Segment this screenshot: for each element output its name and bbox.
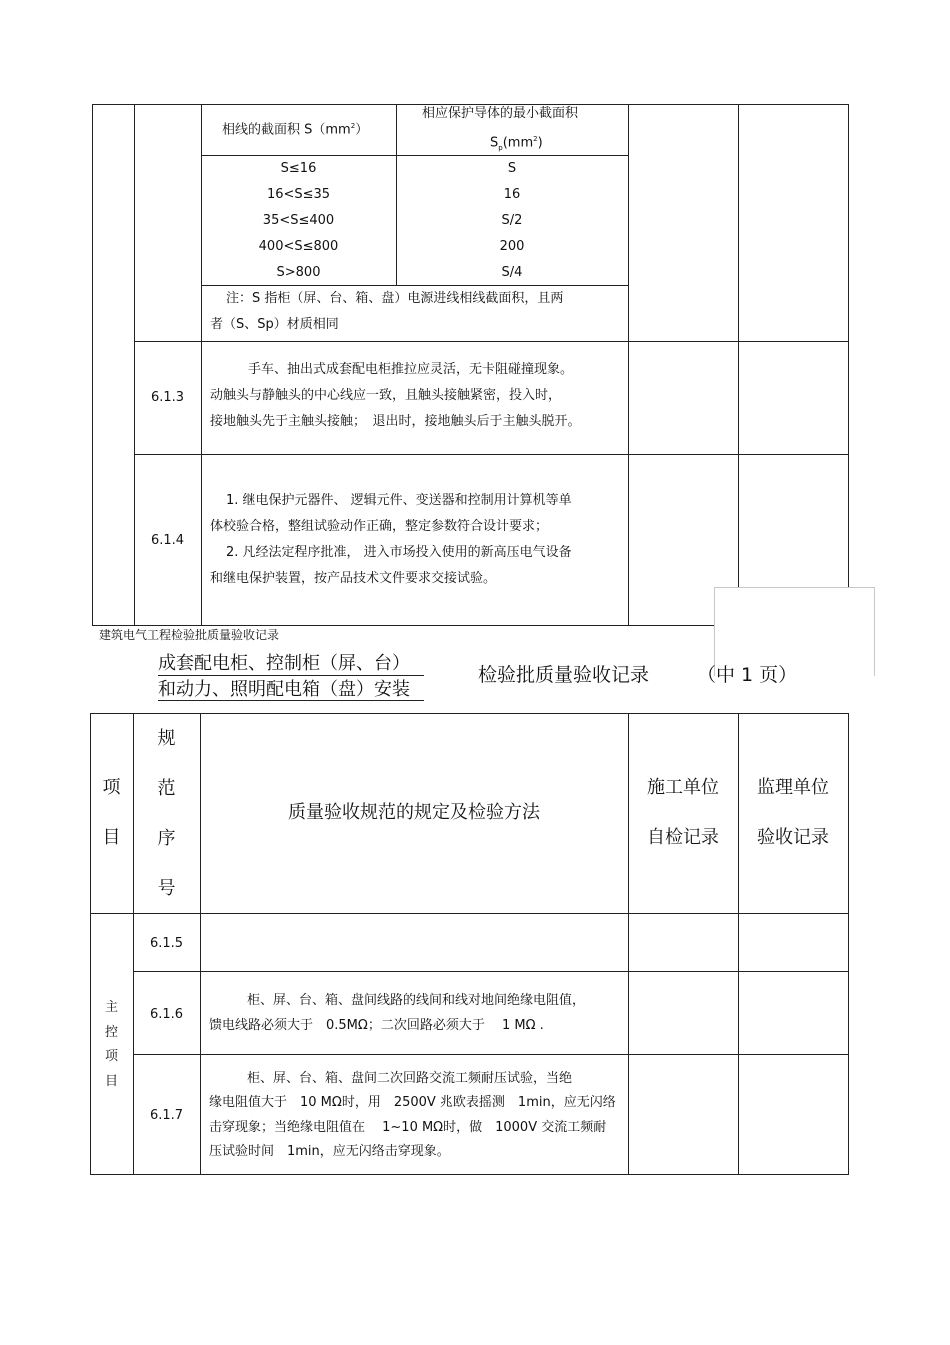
- subtable-sp-column: [396, 162, 628, 292]
- item-code: 6.1.4: [150, 533, 185, 548]
- subtable-s-cell: 16<S≤35: [266, 187, 331, 202]
- subtable-s-column: [201, 162, 396, 292]
- subtable-col2-header-line2: $S_p(mm^2)$: [490, 135, 543, 152]
- header-code-char: 序: [157, 828, 176, 849]
- title-page: （中 1 页）: [697, 664, 798, 686]
- subtable-col2-header-line1: 相应保护导体的最小截面积: [422, 106, 579, 121]
- header-code-char: 号: [157, 878, 176, 899]
- group-label-char: 主: [104, 1000, 118, 1015]
- item-text-line: 手车、抽出式成套配电柜推拉应灵活，无卡阻碰撞现象。: [248, 362, 574, 377]
- group-label-char: 目: [104, 1074, 118, 1089]
- row-text-line: 击穿现象；当绝缘电阻值在 1~10 MΩ时，做 1000V 交流工频耐: [209, 1120, 607, 1135]
- header-item-char: 目: [102, 827, 121, 848]
- header-code-char: 范: [157, 778, 176, 799]
- subtable-s-cell: S≤16: [280, 161, 317, 176]
- row-text-line: 柜、屏、台、箱、盘间二次回路交流工频耐压试验，当绝: [247, 1071, 573, 1086]
- overlay-box: [714, 587, 875, 676]
- header-item-char: 项: [102, 777, 121, 798]
- header-supervisor: 验收记录: [757, 827, 829, 848]
- header-supervisor: 监理单位: [757, 777, 829, 798]
- header-self-check: 施工单位: [647, 777, 719, 798]
- item-code: 6.1.3: [150, 390, 185, 405]
- group-label-char: 控: [104, 1025, 118, 1040]
- subtable-sp-cell: 200: [499, 239, 525, 254]
- header-code-char: 规: [157, 728, 176, 749]
- subtable-note-line2: 者（S、Sp）材质相同: [210, 317, 339, 332]
- group-label-char: 项: [104, 1049, 118, 1064]
- subtable-sp-cell: S/2: [501, 213, 523, 228]
- subtable-sp-cell: 16: [503, 187, 521, 202]
- row-code: 6.1.5: [149, 936, 184, 951]
- footer-caption: 建筑电气工程检验批质量验收记录: [99, 628, 280, 642]
- subtable-s-cell: 400<S≤800: [258, 239, 339, 254]
- row-code: 6.1.6: [149, 1007, 184, 1022]
- row-text-line: 缘电阻值大于 10 MΩ时，用 2500V 兆欧表摇测 1min，应无闪络: [209, 1095, 616, 1110]
- row-text-line: 压试验时间 1min，应无闪络击穿现象。: [209, 1144, 450, 1159]
- subtable-col1-header: 相线的截面积 $S(mm^2)$: [222, 122, 369, 138]
- item-text-line: 和继电保护装置，按产品技术文件要求交接试验。: [210, 571, 497, 586]
- item-text-line: 动触头与静触头的中心线应一致，且触头接触紧密，投入时，: [210, 388, 562, 403]
- item-text-line: 1. 继电保护元器件、 逻辑元件、变送器和控制用计算机等单: [226, 493, 572, 508]
- header-spec: 质量验收规范的规定及检验方法: [288, 802, 540, 823]
- subtable-note-line1: 注：S 指柜（屏、台、箱、盘）电源进线相线截面积，且两: [226, 291, 564, 306]
- item-text-line: 接地触头先于主触头接触； 退出时，接地触头后于主触头脱开。: [210, 414, 581, 429]
- title-right: 检验批质量验收记录: [478, 664, 650, 686]
- subtable-sp-cell: S/4: [501, 265, 523, 280]
- header-self-check: 自检记录: [647, 827, 719, 848]
- item-text-line: 体校验合格，整组试验动作正确，整定参数符合设计要求；: [210, 519, 549, 534]
- item-text-line: 2. 凡经法定程序批准， 进入市场投入使用的新高压电气设备: [226, 545, 572, 560]
- title-left-line2: 和动力、照明配电箱（盘）安装: [158, 679, 410, 700]
- subtable-s-cell: S>800: [276, 265, 321, 280]
- row-text-line: 柜、屏、台、箱、盘间线路的线间和线对地间绝缘电阻值，: [247, 993, 586, 1008]
- title-left-line1: 成套配电柜、控制柜（屏、台）: [158, 653, 410, 674]
- row-text-line: 馈电线路必须大于 0.5MΩ；二次回路必须大于 1 MΩ .: [209, 1018, 544, 1033]
- subtable-sp-cell: S: [507, 161, 517, 176]
- row-code: 6.1.7: [149, 1108, 184, 1123]
- subtable-s-cell: 35<S≤400: [262, 213, 335, 228]
